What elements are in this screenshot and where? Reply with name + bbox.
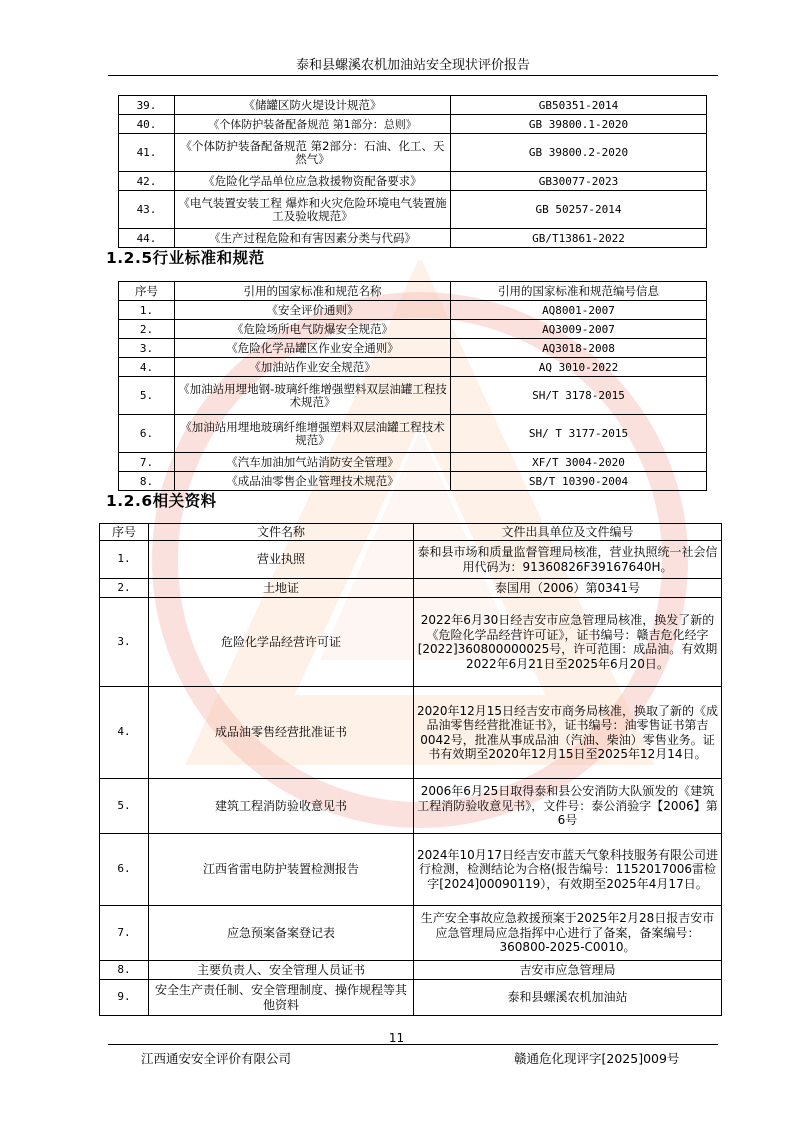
table-row: 6. 江西省雷电防护装置检测报告 2024年10月17日经吉安市蓝天气象科技服务有限公司进行检测，检测结论为合格(报告编号：1152017006雷检字[2024]00090119），有效期至2025年4月17日。 bbox=[100, 834, 722, 906]
table-row: 44. 《生产过程危险和有害因素分类与代码》 GB/T13861-2022 bbox=[119, 229, 707, 248]
related-documents-table bbox=[99, 523, 722, 1016]
table-row: 6. 《加油站用埋地玻璃纤维增强塑料双层油罐工程技术规范》 SH/ T 3177-2015 bbox=[119, 415, 707, 453]
footer-divider bbox=[108, 1044, 718, 1045]
table-row: 2. 《危险场所电气防爆安全规范》 AQ3009-2007 bbox=[119, 320, 707, 339]
industry-standards-table bbox=[118, 281, 707, 491]
table-row: 4. 《加油站作业安全规范》 AQ 3010-2022 bbox=[119, 358, 707, 377]
table-row: 8. 主要负责人、安全管理人员证书 吉安市应急管理局 bbox=[100, 961, 722, 980]
footer-document-number: 赣通危化现评字[2025]009号 bbox=[514, 1051, 680, 1066]
page-number: 11 bbox=[388, 1031, 405, 1045]
table-row: 5. 《加油站用埋地钢-玻璃纤维增强塑料双层油罐工程技术规范》 SH/T 3178-2015 bbox=[119, 377, 707, 415]
table-row: 7. 应急预案备案登记表 生产安全事故应急救援预案于2025年2月28日报吉安市应急管理局应急指挥中心进行了备案，备案编号：360800-2025-C0010。 bbox=[100, 906, 722, 961]
table-row: 40. 《个体防护装备配备规范 第1部分：总则》 GB 39800.1-2020 bbox=[119, 115, 707, 134]
table-row: 3. 危险化学品经营许可证 2022年6月30日经吉安市应急管理局核准，换发了新的《危险化学品经营许可证》，证书编号：赣吉危化经字[2022]360800000025号，许可范围：成品油。有效期2022年6月21日至2025年6月20日。 bbox=[100, 598, 722, 687]
table-row: 3. 《危险化学品罐区作业安全通则》 AQ3018-2008 bbox=[119, 339, 707, 358]
table-row: 4. 成品油零售经营批准证书 2020年12月15日经吉安市商务局核准，换取了新的《成品油零售经营批准证书》，证书编号：油零售证书第吉0042号，批准从事成品油（汽油、柴油）零售业务。证书有效期至2020年12月15日至2025年12月14日。 bbox=[100, 687, 722, 779]
table-header-row: 序号 引用的国家标准和规范名称 引用的国家标准和规范编号信息 bbox=[119, 282, 707, 301]
table-row: 7. 《汽车加油加气站消防安全管理》 XF/T 3004-2020 bbox=[119, 453, 707, 472]
table-row: 41. 《个体防护装备配备规范 第2部分：石油、化工、天然气》 GB 39800.2-2020 bbox=[119, 134, 707, 172]
table-row: 8. 《成品油零售企业管理技术规范》 SB/T 10390-2004 bbox=[119, 472, 707, 491]
standards-table-continued bbox=[118, 95, 707, 248]
footer-company: 江西通安安全评价有限公司 bbox=[141, 1051, 292, 1066]
table-row: 1. 《安全评价通则》 AQ8001-2007 bbox=[119, 301, 707, 320]
table-row: 1. 营业执照 泰和县市场和质量监督管理局核准，营业执照统一社会信用代码为：91360826F39167640H。 bbox=[100, 541, 722, 579]
table-row: 39. 《储罐区防火堤设计规范》 GB50351-2014 bbox=[119, 96, 707, 115]
table-row: 9. 安全生产责任制、安全管理制度、操作规程等其他资料 泰和县螺溪农机加油站 bbox=[100, 980, 722, 1016]
section-heading-industry-standards: 1.2.5行业标准和规范 bbox=[106, 249, 265, 267]
section-heading-related-documents: 1.2.6相关资料 bbox=[106, 492, 217, 510]
page-header-title: 泰和县螺溪农机加油站安全现状评价报告 bbox=[295, 58, 530, 73]
table-row: 42. 《危险化学品单位应急救援物资配备要求》 GB30077-2023 bbox=[119, 172, 707, 191]
header-divider bbox=[108, 75, 718, 76]
table-row: 2. 土地证 泰国用（2006）第0341号 bbox=[100, 579, 722, 598]
table-row: 5. 建筑工程消防验收意见书 2006年6月25日取得泰和县公安消防大队颁发的《建筑工程消防验收意见书》，文件号：泰公消验字【2006】第6号 bbox=[100, 779, 722, 834]
table-header-row: 序号 文件名称 文件出具单位及文件编号 bbox=[100, 524, 722, 541]
table-row: 43. 《电气装置安装工程 爆炸和火灾危险环境电气装置施工及验收规范》 GB 50257-2014 bbox=[119, 191, 707, 229]
